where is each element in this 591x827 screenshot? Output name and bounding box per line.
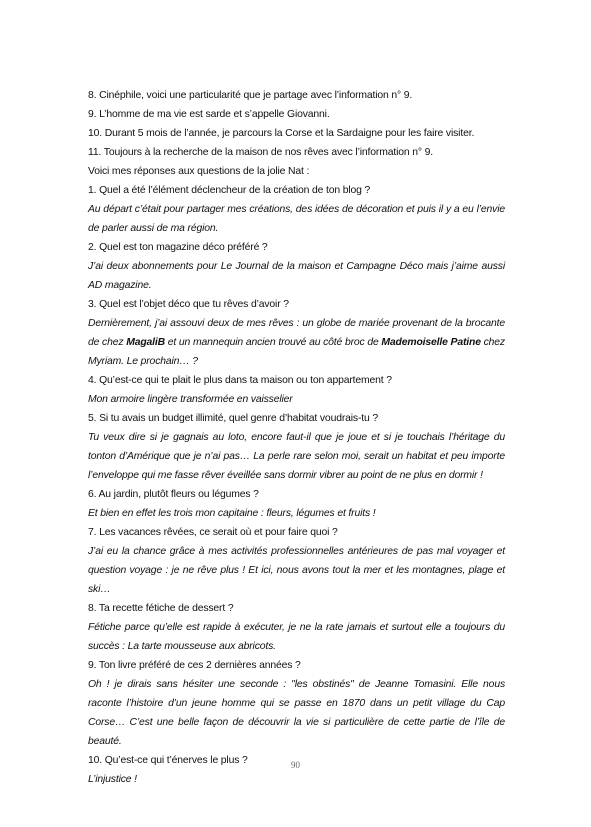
page-body (88, 86, 505, 789)
question-4: 4. Qu’est-ce qui te plait le plus dans ta maison ou ton appartement ? (88, 375, 392, 386)
info-line-8: 8. Cinéphile, voici une particularité que je partage avec l’information n° 9. (88, 90, 413, 101)
question-1: 1. Quel a été l’élément déclencheur de la création de ton blog ? (88, 185, 371, 196)
answer-1: Au départ c’était pour partager mes créations, des idées de décoration et puis il y a eu l’envie de parler aussi de ma région. (88, 204, 505, 234)
blog-link-magalib: MagaliB (126, 337, 165, 348)
question-3: 3. Quel est l’objet déco que tu rêves d’avoir ? (88, 299, 289, 310)
question-8: 8. Ta recette fétiche de dessert ? (88, 603, 234, 614)
answer-10: L’injustice ! (88, 774, 137, 785)
intro-line: Voici mes réponses aux questions de la jolie Nat : (88, 166, 310, 177)
info-line-11: 11. Toujours à la recherche de la maison de nos rêves avec l’information n° 9. (88, 147, 433, 158)
question-7: 7. Les vacances rêvées, ce serait où et pour faire quoi ? (88, 527, 338, 538)
question-10: 10. Qu’est-ce qui t’énerves le plus ? (88, 755, 248, 766)
blog-link-mademoiselle-patine: Mademoiselle Patine (381, 337, 481, 348)
answer-2: J’ai deux abonnements pour Le Journal de la maison et Campagne Déco mais j’aime aussi AD magazine. (88, 261, 505, 291)
answer-7: J’ai eu la chance grâce à mes activités professionnelles antérieures de pas mal voyager et question voyage : je ne rêve plus ! Et ici, nous avons tout la mer et les montagnes, plage et ski… (88, 546, 505, 595)
answer-3-text-2: et un mannequin ancien trouvé au côté broc de (164, 337, 382, 348)
info-line-9: 9. L’homme de ma vie est sarde et s’appelle Giovanni. (88, 109, 330, 120)
question-2: 2. Quel est ton magazine déco préféré ? (88, 242, 268, 253)
answer-8: Fétiche parce qu’elle est rapide à exécuter, je ne la rate jamais et surtout elle a toujours du succès : La tarte mousseuse aux abricots. (88, 622, 505, 652)
question-9: 9. Ton livre préféré de ces 2 dernières années ? (88, 660, 301, 671)
question-5: 5. Si tu avais un budget illimité, quel genre d’habitat voudrais-tu ? (88, 413, 379, 424)
answer-6: Et bien en effet les trois mon capitaine : fleurs, légumes et fruits ! (88, 508, 376, 519)
question-6: 6. Au jardin, plutôt fleurs ou légumes ? (88, 489, 259, 500)
answer-4: Mon armoire lingère transformée en vaisselier (88, 394, 293, 405)
answer-5: Tu veux dire si je gagnais au loto, encore faut-il que je joue et si je touchais l’héritage du tonton d’Amérique que je n’ai pas… La perle rare selon moi, serait un habitat et peu importe l’enveloppe qui me fasse rêver éveillée sans dormir vibrer au point de ne plus en dormir ! (88, 432, 505, 481)
info-line-10: 10. Durant 5 mois de l’année, je parcours la Corse et la Sardaigne pour les faire visiter. (88, 128, 475, 139)
answer-3-text-1: Dernièrement, j’ai assouvi deux de mes rêves : un globe de mariée provenant de la brocante de chez (88, 318, 505, 348)
answer-3-text-3: chez Myriam. Le prochain… ? (88, 337, 505, 367)
answer-3 (88, 314, 505, 371)
answer-9: Oh ! je dirais sans hésiter une seconde : "les obstinés" de Jeanne Tomasini. Elle nous raconte l’histoire d’un jeune homme qui se passe en 1870 dans un petit village du Cap Corse… C’est une belle façon de découvrir la vie si particulière de cette partie de l’île de beauté. (88, 679, 505, 747)
page-number: 90 (291, 760, 300, 770)
